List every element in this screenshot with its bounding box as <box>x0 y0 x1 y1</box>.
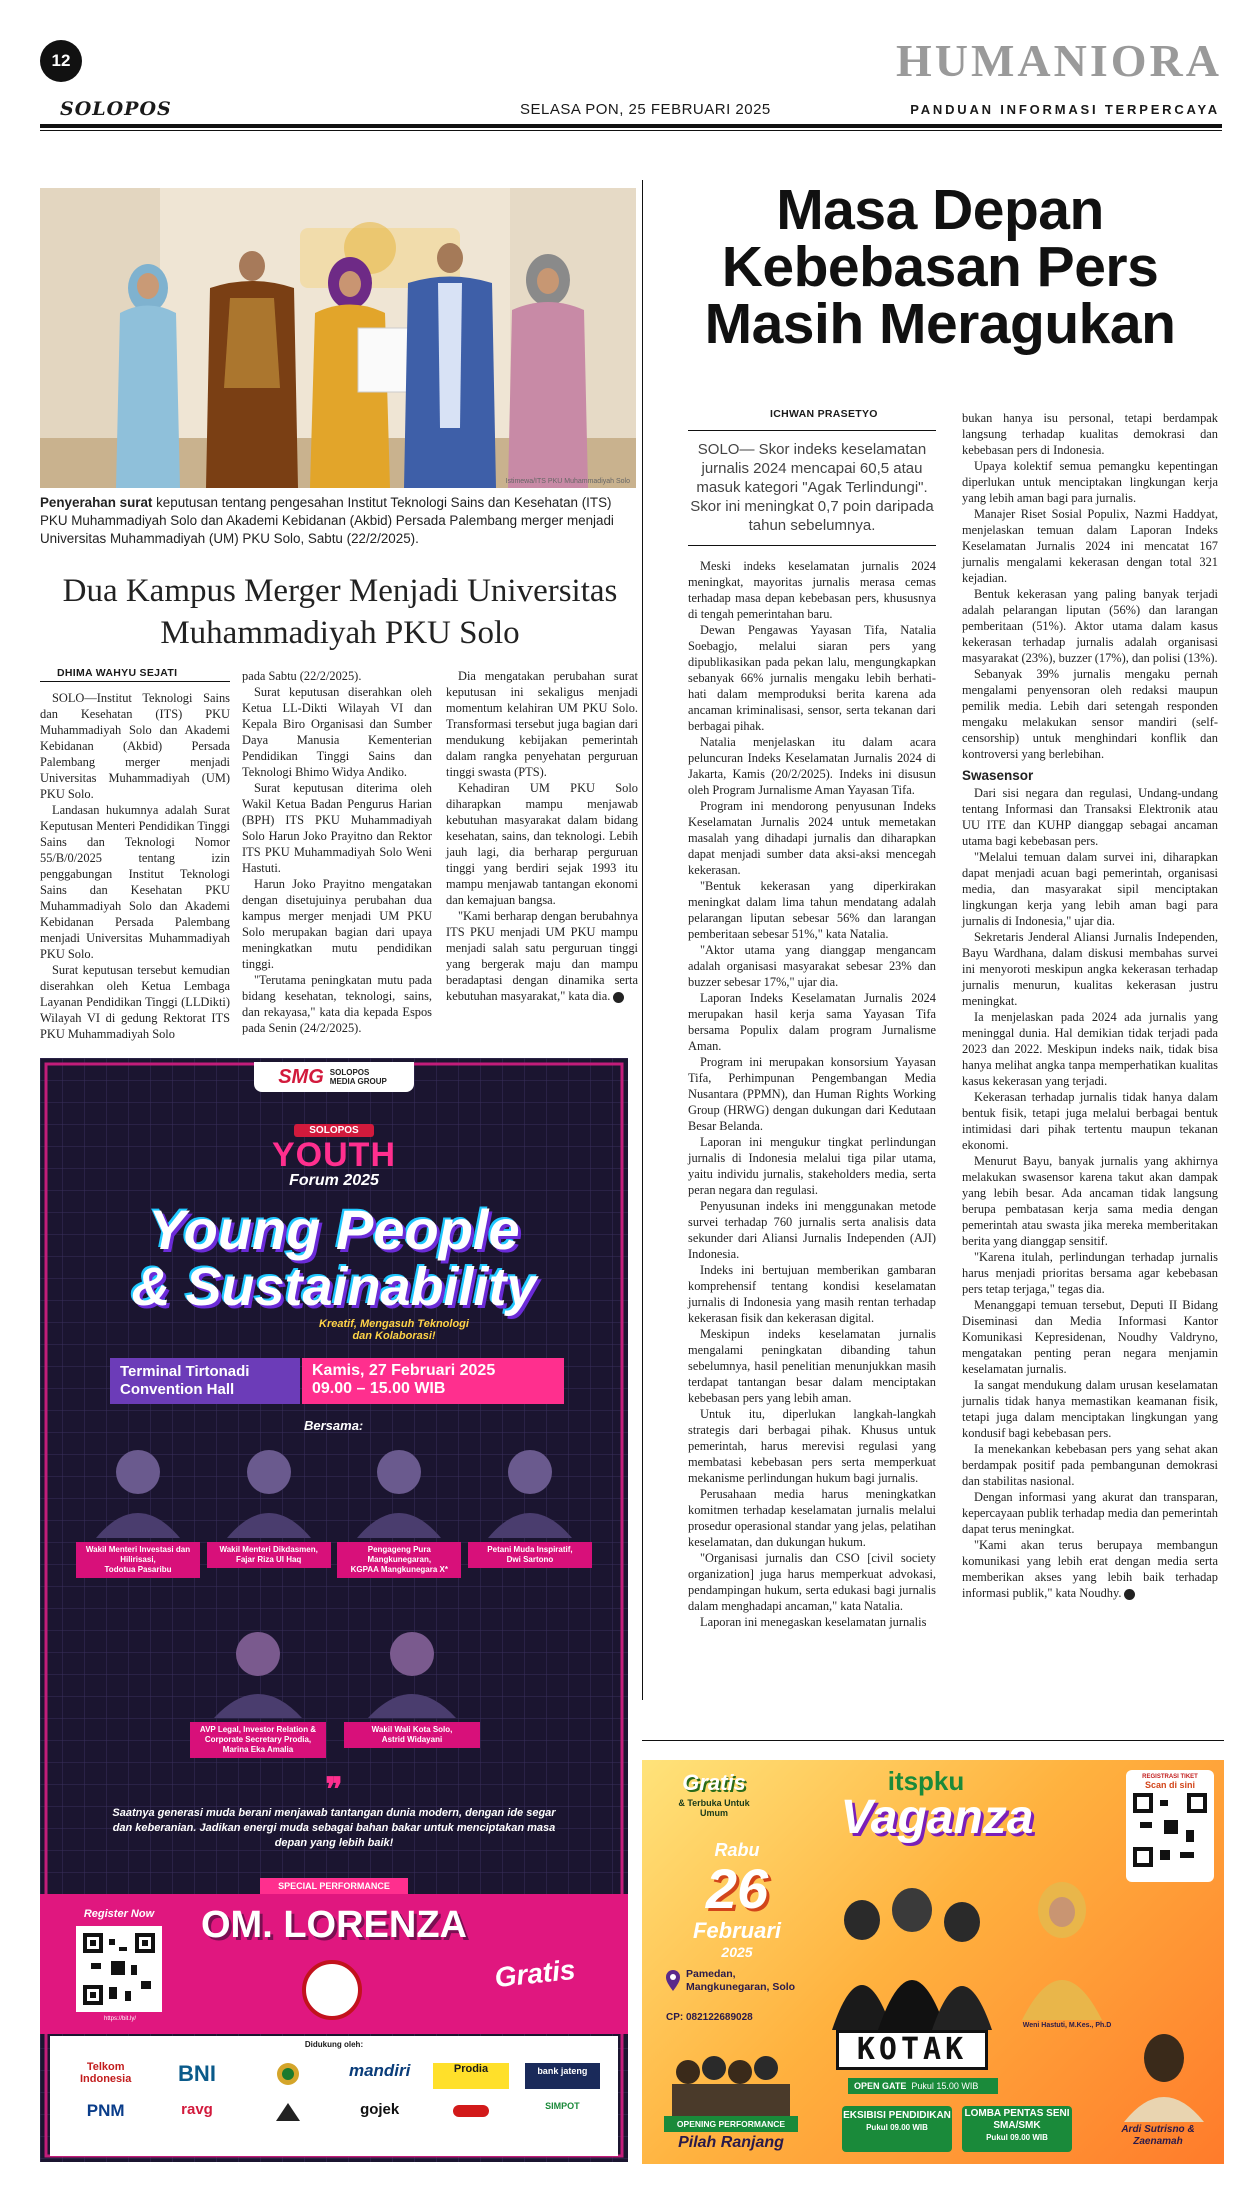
paragraph: Ia menjelaskan pada 2024 ada jurnalis yang meninggal dunia. Hal demikian tidak terjadi pada 2023 dan 2022. Meskipun indeks naik, tidak bisa hanya melihat angka tanpa memperhatikan kualitas kasus kekerasan yang terjadi. <box>962 1010 1218 1088</box>
speaker-card <box>190 1620 326 1754</box>
paragraph: Laporan Indeks Keselamatan Jurnalis 2024 merupakan hasil kerja sama Yayasan Tifa bersama Populix dalam program Jurnalisme Aman. <box>688 991 936 1053</box>
paragraph: Landasan hukumnya adalah Surat Keputusan Menteri Pendidikan Tinggi Sains dan Teknologi Nomor 55/B/0/2025 tentang izin penggabungan Institut Teknologi Sains dan Kesehatan PKU Muhammadiyah Solo dan Akademi Kebidanan Persada Palembang menjadi Universitas Muhammadiyah PKU Solo. <box>40 803 230 961</box>
paragraph: "Melalui temuan dalam survei ini, diharapkan dapat menjadi acuan bagi pemerintah, organisasi media, dan masyarakat sipil menciptakan lingkungan kerja yang lebih aman bagi para jurnalis di Indonesia," ujar dia. <box>962 850 1218 928</box>
paragraph: Perusahaan media harus meningkatkan komitmen terhadap keselamatan jurnalis melalui prosedur operasional standar yang jelas, pelatihan keselamatan, dan dukungan hukum. <box>688 1487 936 1549</box>
qr-icon <box>81 1931 157 2007</box>
quote-icon: ❞ <box>325 1771 343 1807</box>
event-day: Rabu <box>714 1840 760 1860</box>
band-photo <box>822 1880 1002 2030</box>
supporter-logo: Prodia <box>433 2063 508 2089</box>
supporter-logo: mandiri <box>348 2061 411 2080</box>
paragraph <box>446 908 638 1004</box>
event-time: 09.00 – 15.00 WIB <box>312 1380 446 1397</box>
end-mark-icon <box>613 992 624 1003</box>
photo-caption <box>40 494 638 548</box>
paragraph: Untuk itu, diperlukan langkah-langkah strategis dari berbagai pihak. Khusus untuk pemerintah, harus merevisi regulasi yang membatasi kebebasan pers serta memperkuat mekanisme perlindungan hukum bagi jurnalis. <box>688 1407 936 1485</box>
contest-label: LOMBA PENTAS SENI SMA/SMK <box>964 2108 1070 2131</box>
contact-person: CP: 082122689028 <box>666 2012 753 2023</box>
column-divider <box>642 180 643 1700</box>
paragraph: Upaya kolektif semua pemangku kepentingan diperlukan untuk menciptakan lingkungan kerja yang lebih aman bagi para jurnalis. <box>962 459 1218 505</box>
supporter-logo: SIMPOT <box>545 2101 580 2111</box>
lead-rule <box>688 545 936 546</box>
paragraph: Kekerasan terhadap jurnalis tidak hanya dalam bentuk fisik, tetapi juga melalui berbagai bentuk intimidasi dari pihak tertentu maupun tekanan ekonomi. <box>962 1090 1218 1152</box>
issue-date: SELASA PON, 25 FEBRUARI 2025 <box>520 101 771 118</box>
event-name: YOUTH <box>272 1136 396 1174</box>
header-rule <box>40 124 1222 128</box>
speaker-card <box>207 1438 331 1568</box>
emblem-icon <box>274 2101 302 2123</box>
supporter-logo: gojek <box>360 2101 400 2118</box>
paragraph: Natalia menjelaskan itu dalam acara peluncuran Indeks Keselamatan Jurnalis 2024 di Jakarta, Kamis (20/2/2025). Indeks ini disusun oleh Program Jurnalisme Aman Yayasan Tifa. <box>688 735 936 797</box>
speaker-photo-icon <box>337 1438 461 1538</box>
supporter-logo: ravg <box>181 2101 213 2118</box>
supporter-logos <box>50 2049 618 2127</box>
speaker-role: Petani Muda Inspiratif, <box>487 1545 573 1554</box>
qr-icon <box>1130 1790 1210 1870</box>
paragraph: Dia mengatakan perubahan surat keputusan ini sekaligus menjadi momentum kelahiran UM PKU Solo. Transformasi tersebut juga bagian dari mendukung kebijakan pemerintah dalam rangka penyehatan perguruan tinggi swasta (PTS). <box>446 669 638 779</box>
paragraph: Program ini merupakan konsorsium Yayasan Tifa, Perhimpunan Pengembangan Media Nusantara (PPMN), dan Human Rights Working Group (HRWG) dengan dukungan dari Kedutaan Besar Belanda. <box>688 1055 936 1133</box>
paragraph: "Organisasi jurnalis dan CSO [civil society organization] juga harus memperkuat advokasi, pendampingan hukum, serta edukasi bagi jurnalis dalam menghadapi ancaman," kata Natalia. <box>688 1551 936 1613</box>
paragraph: Manajer Riset Sosial Populix, Nazmi Haddyat, menjelaskan temuan dalam Laporan Indeks Keselamatan Jurnalis 2024 ini mencatat 167 jurnalis mengalami kekerasan dengan total 321 kejadian. <box>962 507 1218 585</box>
speaker-caption <box>207 1542 331 1568</box>
register-qr-code[interactable] <box>76 1926 162 2012</box>
main-col-1 <box>688 558 936 1630</box>
paragraph: Surat keputusan diterima oleh Wakil Ketua Badan Pengurus Harian (BPH) ITS PKU Muhammadiyah Solo Harun Joko Prayitno dan Rektor ITS PKU Muhammadiyah Solo Weni Hastuti. <box>242 781 432 875</box>
contest-time: Pukul 09.00 WIB <box>986 2133 1048 2142</box>
supporter-logo: PNM <box>86 2101 125 2120</box>
opening-band-photo <box>666 2048 796 2118</box>
event-date: Kamis, 27 Februari 2025 <box>312 1362 496 1379</box>
paragraph: Sekretaris Jenderal Aliansi Jurnalis Independen, Bayu Wardhana, dalam diskusi membahas survei ini menyoroti meskipun angka kekerasan terhadap jurnalis menurun, kualitas kekerasan justru meningkat. <box>962 930 1218 1008</box>
speaker-photo-icon <box>207 1438 331 1538</box>
event-venue: Terminal Tirtonadi Convention Hall <box>110 1358 300 1404</box>
speaker-caption <box>190 1722 326 1758</box>
guest-photo <box>1012 1870 1112 2020</box>
photo-credit: Istimewa/ITS PKU Muhammadiyah Solo <box>505 478 630 485</box>
guest1-name: Weni Hastuti, M.Kes., Ph.D <box>1022 2022 1112 2029</box>
speaker-photo-icon <box>468 1438 592 1538</box>
opening-band-name: Pilah Ranjang <box>678 2134 784 2151</box>
news-photo <box>40 188 636 488</box>
paragraph: Sebanyak 39% jurnalis mengaku pernah mengalami penyensoran oleh redaksi maupun pemilik media. Lebih dari setengah responden mengaku melakukan sensor mandiri (self-censorship) untuk menghindari konflik dan kontroversi yang berlebihan. <box>962 667 1218 761</box>
paragraph: Laporan ini mengukur tingkat perlindungan jurnalis di Indonesia melalui tiga pilar utama, yaitu individu jurnalis, stakeholders media, serta peran negara dan regulasi. <box>688 1135 936 1197</box>
scan-label: Scan di sini <box>1144 1780 1195 1790</box>
supporters-label: Didukung oleh: <box>304 2040 364 2049</box>
paragraph: Ia menekankan kebebasan pers yang sehat akan berdampak positif pada pembangunan demokrasi dan stabilitas nasional. <box>962 1442 1218 1488</box>
speaker-card <box>76 1438 200 1574</box>
paragraph: Ia sangat mendukung dalam urusan keselamatan jurnalis tidak hanya memastikan keamanan fisik, tetapi juga dalam menciptakan lingkungan yang kondusif bagi kebebasan pers. <box>962 1378 1218 1440</box>
open-gate-time: Pukul 15.00 WIB <box>911 2081 979 2091</box>
paragraph: Bentuk kekerasan yang paling banyak terjadi adalah pelarangan liputan (56%) dan larangan pemberitaan (51%). Aktor utama dalam kasus kekerasan terhadap jurnalis adalah organisasi masyarakat (23%), buzzer (17%), dan polisi (13%). <box>962 587 1218 665</box>
speakers-row <box>76 1438 592 1574</box>
speaker-photo-icon <box>190 1620 326 1718</box>
byline-main: ICHWAN PRASETYO <box>770 408 878 420</box>
free-label: Gratis <box>493 1953 577 1994</box>
register-url[interactable]: https://bit.ly/ <box>103 2016 136 2022</box>
speaker-caption <box>337 1542 461 1578</box>
with-label: Bersama: <box>304 1418 364 1433</box>
speaker-role: AVP Legal, Investor Relation & Corporate Secretary Prodia, <box>199 1725 317 1744</box>
photo-illustration <box>40 188 636 488</box>
location-icon <box>664 1970 684 1990</box>
subheading: Swasensor <box>962 768 1034 783</box>
ticket-label: REGISTRASI TIKET <box>1142 1774 1198 1780</box>
byline-merger: DHIMA WAHYU SEJATI <box>57 667 178 679</box>
performer-name: OM. LORENZA <box>201 1904 467 1946</box>
event-title: Vaganza <box>840 1791 1034 1844</box>
itspku-logo: itspku <box>887 1766 965 1796</box>
paragraph: Dengan informasi yang akurat dan transparan, kepercayaan publik terhadap media dan pemerintah dapat terus meningkat. <box>962 1490 1218 1536</box>
byline-rule <box>40 681 230 682</box>
paragraph: bukan hanya isu personal, tetapi berdampak langsung terhadap kualitas demokrasi dan kebebasan pers di Indonesia. <box>962 411 1218 457</box>
event-subtitle: Kreatif, Mengasuh Teknologi dan Kolaborasi! <box>319 1318 469 1342</box>
article-headline-merger: Dua Kampus Merger Menjadi Universitas Muhammadiyah PKU Solo <box>62 573 618 651</box>
caption-lead: Penyerahan surat <box>40 495 153 510</box>
event-date-number: 26 <box>705 1857 769 1920</box>
paragraph: Surat keputusan diserahkan oleh Ketua LL-Dikti Wilayah VI dan Kepala Biro Organisasi dan Sumber Daya Manusia Kementerian Pendidikan Tinggi Sains dan Teknologi Bhimo Widya Andiko. <box>242 685 432 779</box>
event-year: 2025 <box>721 1944 753 1960</box>
paragraph: "Terutama peningkatan mutu pada bidang kesehatan, teknologi, sains, dan rekayasa," kata dia kepada Espos pada Senin (24/2/2025). <box>242 973 432 1035</box>
register-label: Register Now <box>83 1908 155 1920</box>
exhibition-label: EKSIBISI PENDIDIKAN <box>843 2110 951 2121</box>
main-headline: Masa Depan Kebebasan Pers Masih Meragukan <box>704 178 1176 356</box>
youth-forum-ad[interactable] <box>40 1058 628 2162</box>
open-gate-label: OPEN GATE <box>854 2081 907 2091</box>
newspaper-logo: SOLOPOS <box>60 98 172 120</box>
ticket-panel[interactable] <box>1126 1770 1214 1882</box>
paragraph: Meskipun indeks keselamatan jurnalis mengalami peningkatan dibanding tahun sebelumnya, hasil penelitian menunjukkan masih terdapat tantangan besar dalam menciptakan kebebasan pers yang lebih aman. <box>688 1327 936 1405</box>
supporter-logo <box>243 2061 334 2091</box>
supporter-logo <box>425 2101 516 2127</box>
event-name-sub: Forum 2025 <box>289 1172 379 1189</box>
speaker-caption <box>468 1542 592 1568</box>
open-gate <box>848 2078 998 2094</box>
merger-col-2 <box>242 668 432 1036</box>
smg-logo: SMG <box>278 1065 324 1088</box>
speaker-name: Dwi Sartono <box>506 1555 554 1564</box>
paragraph-text: "Kami akan terus berupaya membangun komunikasi yang lebih erat dengan media serta memberikan akses yang lebih baik terhadap informasi publik," kata Noudhy. <box>962 1538 1218 1600</box>
speaker-name: Marina Eka Amalia <box>222 1745 294 1754</box>
speaker-name: Astrid Widayani <box>381 1735 443 1744</box>
speaker-caption <box>76 1542 200 1578</box>
paragraph: Harun Joko Prayitno mengatakan dengan disetujuinya perubahan dua kampus merger menjadi UM PKU Solo merupakan bagian dari upaya meningkatkan mutu pendidikan tinggi. <box>242 877 432 971</box>
paragraph: "Aktor utama yang dianggap mengancam adalah organisasi masyarakat sebesar 23% dan buzzer sebesar 17%," ujar dia. <box>688 943 936 989</box>
event-month: Februari <box>692 1918 782 1943</box>
event-brand: SOLOPOS <box>294 1124 374 1137</box>
paragraph: Kehadiran UM PKU Solo diharapkan mampu menjawab kebutuhan masyarakat dalam bidang kesehatan, sains, dan teknologi. Lebih jauh lagi, dia berharap perguruan tinggi yang berdiri sejak 1993 itu mampu menjawab tantangan ekonomi dan kemajuan bangsa. <box>446 781 638 907</box>
end-mark-icon <box>1124 1589 1135 1600</box>
paragraph: Penyusunan indeks ini menggunakan metode survei terhadap 760 jurnalis serta analisis data sekunder dari Aliansi Jurnalis Independen (AJI) Indonesia. <box>688 1199 936 1261</box>
emblem-icon <box>451 2101 491 2121</box>
paragraph-text: "Kami berharap dengan berubahnya ITS PKU menjadi UM PKU mampu menjadi salah satu perguruan tinggi yang bergerak maju dan mampu beradaptasi dengan dinamika serta kebutuhan masyarakat," kata dia. <box>446 909 638 1003</box>
quote-text: Saatnya generasi muda berani menjawab tantangan dunia modern, dengan ide segar dan keberanian. Jadikan energi muda sebagai bahan bakar untuk menciptakan masa depan yang lebih baik! <box>112 1807 556 1849</box>
byline-rule <box>688 430 936 431</box>
speaker-caption <box>344 1722 480 1748</box>
tagline: PANDUAN INFORMASI TERPERCAYA <box>910 102 1220 117</box>
paragraph: Program ini mendorong penyusunan Indeks Keselamatan Jurnalis 2024 untuk memetakan masalah yang dihadapi jurnalis dan diharapkan dapat menjadi sumber data aksi-aksi mencegah kekerasan. <box>688 799 936 877</box>
speaker-card <box>344 1620 480 1750</box>
speaker-role: Pengageng Pura Mangkunegaran, <box>367 1545 432 1564</box>
opening-performance-label: OPENING PERFORMANCE <box>664 2116 798 2132</box>
contest-box <box>962 2106 1072 2152</box>
speaker-card <box>337 1438 461 1574</box>
supporter-logo: bank jateng <box>525 2063 600 2089</box>
paragraph: Dewan Pengawas Yayasan Tifa, Natalia Soebagjo, melalui siaran pers yang dipublikasikan pada pekan lalu, mengungkapkan sebanyak 66% jurnalis mengaku lebih berhati-hati dalam memproduksi berita karena ada ancaman kriminalisasi, sensor, serta tekanan dari berbagai pihak. <box>688 623 936 733</box>
exhibition-box <box>842 2106 952 2152</box>
speaker-photo-icon <box>76 1438 200 1538</box>
performer-logo <box>302 1960 362 2020</box>
speaker-role: Wakil Wali Kota Solo, <box>371 1725 453 1734</box>
section-divider <box>642 1740 1224 1741</box>
emblem-icon <box>275 2061 301 2087</box>
paragraph: Indeks ini bertujuan memberikan gambaran komprehensif tentang kondisi keselamatan jurnalis di Indonesia yang masih rentan terhadap kekerasan fisik dan kekerasan digital. <box>688 1263 936 1325</box>
event-title-line2: & Sustainability <box>131 1257 537 1317</box>
paragraph: Surat keputusan tersebut kemudian diserahkan oleh Ketua Lembaga Layanan Pendidikan Tinggi (LLDikti) Wilayah VI di gedung Rektorat ITS PKU Muhammadiyah Solo <box>40 963 230 1041</box>
paragraph: Menurut Bayu, banyak jurnalis yang akhirnya melakukan swasensor karena takut akan dampak yang lebih besar. Ada ancaman tidak langsung berupa pembatasan kerja sama media dengan pemerintah atau swasta jika mereka memberitakan berita yang dianggap sensitif. <box>962 1154 1218 1248</box>
merger-col-3 <box>446 668 638 1004</box>
supporter-logo <box>243 2101 334 2127</box>
section-rubric: HUMANIORA <box>896 35 1222 86</box>
caption-text: keputusan tentang pengesahan Institut Teknologi Sains dan Kesehatan (ITS) PKU Muhammadiyah Solo dan Akademi Kebidanan (Akbid) Persada Palembang merger menjadi Universitas Muhammadiyah (UM) PKU Solo, Sabtu (22/2/2025). <box>40 495 614 546</box>
band-logo: KOTAK <box>836 2030 988 2070</box>
exhibition-time: Pukul 09.00 WIB <box>866 2123 928 2132</box>
special-performance-label: SPECIAL PERFORMANCE <box>260 1878 408 1894</box>
page-number: 12 <box>40 40 82 82</box>
speaker-name: Fajar Riza Ul Haq <box>235 1555 302 1564</box>
supporter-logo: Telkom Indonesia <box>79 2061 132 2085</box>
header-rule-thin <box>40 130 1222 131</box>
paragraph: Dari sisi negara dan regulasi, Undang-undang tentang Informasi dan Transaksi Elektronik atau UU ITE dan KUHP dianggap sebagai ancaman utama bagi kebebasan pers. <box>962 786 1218 848</box>
speaker-role: Wakil Menteri Dikdasmen, <box>219 1545 318 1554</box>
speaker-role: Wakil Menteri Investasi dan Hilirisasi, <box>85 1545 191 1564</box>
supporters-panel <box>50 2036 618 2156</box>
paragraph: "Bentuk kekerasan yang diperkirakan meningkat dalam lima tahun mendatang adalah pelarangan liputan sebesar 56% dan larangan pemberitaan sebesar 51%," kata Natalia. <box>688 879 936 941</box>
sponsor-badge <box>254 1062 414 1092</box>
paragraph <box>962 1537 1218 1601</box>
speaker-name: KGPAA Mangkunegara X* <box>350 1565 448 1574</box>
host-photo <box>1114 2022 1214 2122</box>
paragraph: SOLO—Institut Teknologi Sains dan Kesehatan (ITS) PKU Muhammadiyah Solo dan Akademi Kebidanan (Akbid) Persada Palembang merger menjadi Universitas Muhammadiyah (UM) PKU Solo. <box>40 691 230 801</box>
free-badge: Gratis <box>682 1770 746 1795</box>
event-location: Pamedan, Mangkunegaran, Solo <box>686 1968 796 1993</box>
speaker-name: Todotua Pasaribu <box>104 1565 172 1574</box>
event-datetime <box>302 1358 564 1404</box>
paragraph: Laporan ini menegaskan keselamatan jurnalis <box>700 1615 927 1629</box>
main-col-2 <box>962 410 1218 1601</box>
paragraph: pada Sabtu (22/2/2025). <box>242 669 362 683</box>
paragraph: Meski indeks keselamatan jurnalis 2024 meningkat, mayoritas jurnalis merasa cemas terhadap masa depan kebebasan pers, khususnya di tengah pemerintahan baru. <box>688 559 936 621</box>
speakers-row <box>190 1620 480 1754</box>
supporter-logo: BNI <box>178 2061 216 2086</box>
event-title-line1: Young People <box>148 1198 520 1261</box>
free-badge-sub: & Terbuka Untuk Umum <box>678 1798 750 1818</box>
main-lead: SOLO— Skor indeks keselamatan jurnalis 2024 mencapai 60,5 atau masuk kategori "Agak Terlindungi". Skor ini meningkat 0,7 poin daripada tahun sebelumnya. <box>690 441 934 534</box>
itspku-vaganza-ad[interactable] <box>642 1760 1224 2164</box>
speaker-card <box>468 1438 592 1568</box>
merger-col-1 <box>40 690 230 1042</box>
paragraph: Menanggapi temuan tersebut, Deputi II Bidang Diseminasi dan Media Informasi Kantor Komunikasi Kepresidenan, Noudhy Valdryno, mengatakan penting peran negara menjamin keselamatan jurnalis. <box>962 1298 1218 1376</box>
speaker-photo-icon <box>344 1620 480 1718</box>
paragraph: "Karena itulah, perlindungan terhadap jurnalis harus menjadi prioritas bersama agar kebebasan pers tetap terjaga," tegas dia. <box>962 1250 1218 1296</box>
smg-subtitle: SOLOPOS MEDIA GROUP <box>329 1068 387 1086</box>
guest2-name: Ardi Sutrisno & Zaenamah <box>1121 2124 1195 2147</box>
